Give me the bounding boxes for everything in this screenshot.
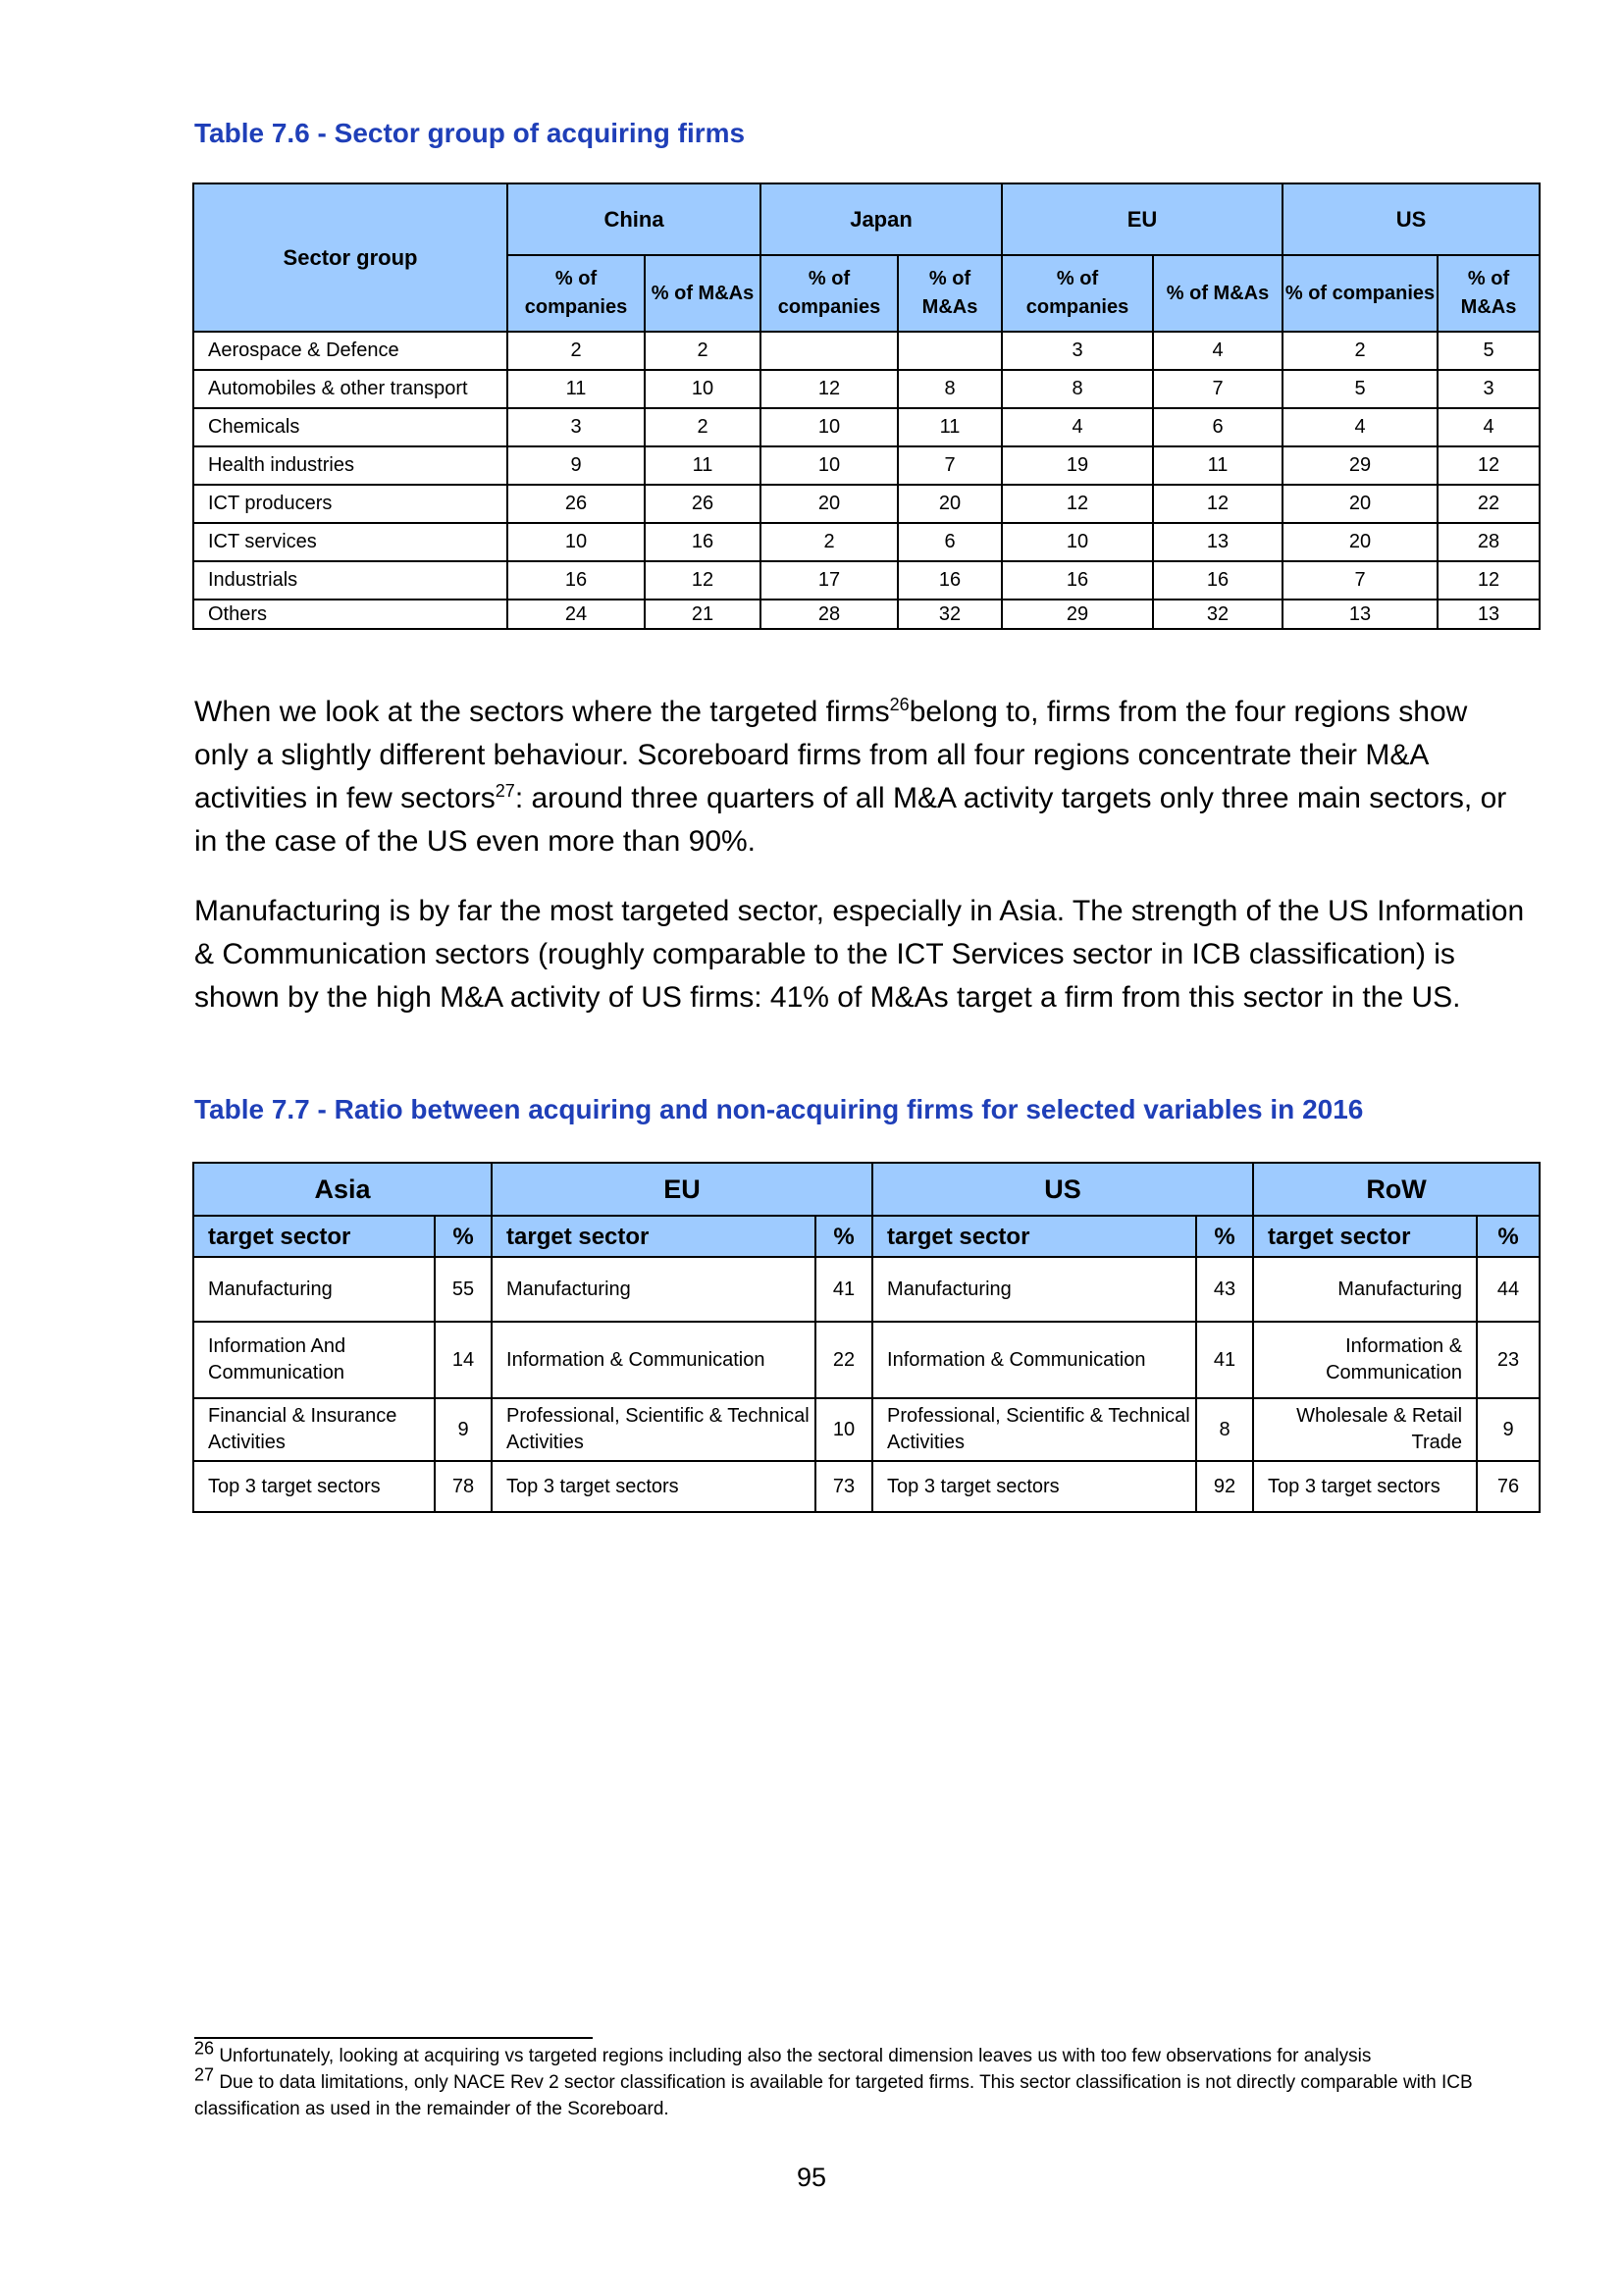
col-header-percent: % — [1196, 1216, 1253, 1257]
percent-cell: 8 — [1196, 1398, 1253, 1461]
table-cell: 7 — [1153, 370, 1283, 408]
page-number: 95 — [796, 2163, 827, 2192]
table-cell: 2 — [760, 523, 898, 561]
table-cell: 16 — [1002, 561, 1153, 600]
target-sector-cell: Information & Communication — [1253, 1322, 1477, 1398]
table-7-7-caption: Table 7.7 - Ratio between acquiring and non-acquiring firms for selected variables in 2016 — [194, 1094, 1364, 1124]
region-header-eu: EU — [1002, 183, 1283, 255]
table-cell: 19 — [1002, 446, 1153, 485]
table-row — [193, 485, 1540, 523]
target-sector-cell: Manufacturing — [872, 1257, 1196, 1322]
percent-cell: 41 — [1196, 1322, 1253, 1398]
sector-label: ICT services — [193, 523, 507, 561]
sector-label: Industrials — [193, 561, 507, 600]
table-cell: 17 — [760, 561, 898, 600]
table-row — [193, 446, 1540, 485]
table-cell: 28 — [760, 600, 898, 629]
table-cell: 4 — [1002, 408, 1153, 446]
table-cell: 20 — [898, 485, 1002, 523]
percent-cell: 22 — [815, 1322, 872, 1398]
table-cell: 8 — [1002, 370, 1153, 408]
sector-label: Aerospace & Defence — [193, 332, 507, 370]
footnote-26 — [194, 2038, 1548, 2069]
sector-label: ICT producers — [193, 485, 507, 523]
table-cell: 10 — [645, 370, 760, 408]
table-cell: 12 — [1002, 485, 1153, 523]
table-cell: 16 — [898, 561, 1002, 600]
paragraph-1-part-b: belong to, firms from the four regions show only a slightly different behaviour. Scoreboard firms from all four regions concentrate their M&A activities in few sectors — [194, 696, 1468, 814]
target-sector-cell: Information & Communication — [492, 1322, 815, 1398]
table-cell: 7 — [898, 446, 1002, 485]
percent-cell: 41 — [815, 1257, 872, 1322]
percent-cell: 78 — [435, 1461, 492, 1512]
region-header-japan: Japan — [760, 183, 1002, 255]
table-row — [193, 408, 1540, 446]
col-header-target-sector: target sector — [193, 1216, 435, 1257]
paragraph-sectors — [194, 691, 1529, 863]
table-cell: 10 — [760, 408, 898, 446]
percent-cell: 44 — [1477, 1257, 1540, 1322]
paragraph-1-part-c: : around three quarters of all M&A activity targets only three main sectors, or in the case of the US even more than 90%. — [194, 782, 1507, 858]
table-cell: 6 — [898, 523, 1002, 561]
sector-label: Chemicals — [193, 408, 507, 446]
table-cell: 32 — [898, 600, 1002, 629]
subheader-us-mas: % of M&As — [1438, 255, 1540, 332]
table-cell: 12 — [1153, 485, 1283, 523]
subheader-japan-mas: % of M&As — [898, 255, 1002, 332]
footnote-26-mark: 26 — [194, 2038, 215, 2059]
table-row — [193, 1322, 1540, 1398]
percent-cell: 14 — [435, 1322, 492, 1398]
col-header-percent: % — [815, 1216, 872, 1257]
table-cell: 11 — [507, 370, 645, 408]
subheader-eu-mas: % of M&As — [1153, 255, 1283, 332]
table-cell: 20 — [760, 485, 898, 523]
table-cell: 12 — [1438, 446, 1540, 485]
target-sector-cell: Manufacturing — [193, 1257, 435, 1322]
subheader-china-companies: % of companies — [507, 255, 645, 332]
sector-group-header: Sector group — [193, 183, 507, 332]
table-cell: 9 — [507, 446, 645, 485]
sector-label: Others — [193, 600, 507, 629]
table-row — [193, 561, 1540, 600]
table-cell: 7 — [1283, 561, 1438, 600]
col-header-target-sector: target sector — [1253, 1216, 1477, 1257]
target-sector-cell: Top 3 target sectors — [872, 1461, 1196, 1512]
table-cell: 10 — [507, 523, 645, 561]
table-cell: 32 — [1153, 600, 1283, 629]
table-cell: 13 — [1283, 600, 1438, 629]
percent-cell: 76 — [1477, 1461, 1540, 1512]
table-cell: 10 — [1002, 523, 1153, 561]
target-sector-cell: Information And Communication — [193, 1322, 435, 1398]
footnote-ref-26: 26 — [889, 695, 910, 714]
table-cell: 11 — [645, 446, 760, 485]
table-cell: 4 — [1438, 408, 1540, 446]
percent-cell: 73 — [815, 1461, 872, 1512]
table-cell: 28 — [1438, 523, 1540, 561]
subheader-us-companies: % of companies — [1283, 255, 1438, 332]
footnote-ref-27: 27 — [495, 781, 515, 801]
col-header-percent: % — [435, 1216, 492, 1257]
footnote-divider — [194, 2037, 593, 2039]
target-sector-table — [192, 1162, 1541, 1513]
table-cell: 20 — [1283, 523, 1438, 561]
table-cell: 5 — [1283, 370, 1438, 408]
target-sector-cell: Top 3 target sectors — [1253, 1461, 1477, 1512]
col-header-target-sector: target sector — [872, 1216, 1196, 1257]
table-cell — [760, 332, 898, 370]
table-cell: 4 — [1283, 408, 1438, 446]
table-cell: 16 — [645, 523, 760, 561]
table-row — [193, 1398, 1540, 1461]
target-sector-cell: Financial & Insurance Activities — [193, 1398, 435, 1461]
region-header-eu: EU — [492, 1163, 872, 1216]
table-cell: 29 — [1283, 446, 1438, 485]
percent-cell: 23 — [1477, 1322, 1540, 1398]
target-sector-cell: Manufacturing — [492, 1257, 815, 1322]
table-cell: 10 — [760, 446, 898, 485]
sector-label: Automobiles & other transport — [193, 370, 507, 408]
region-header-row: RoW — [1253, 1163, 1540, 1216]
table-row — [193, 332, 1540, 370]
table-cell: 16 — [1153, 561, 1283, 600]
percent-cell: 9 — [1477, 1398, 1540, 1461]
col-header-target-sector: target sector — [492, 1216, 815, 1257]
paragraph-1-part-a: When we look at the sectors where the targeted firms — [194, 696, 890, 728]
table-cell: 5 — [1438, 332, 1540, 370]
table-cell: 2 — [1283, 332, 1438, 370]
table-cell: 11 — [1153, 446, 1283, 485]
table-7-6-caption: Table 7.6 - Sector group of acquiring firms — [194, 118, 746, 148]
table-cell: 24 — [507, 600, 645, 629]
table-row — [193, 600, 1540, 629]
table-cell: 12 — [1438, 561, 1540, 600]
table-cell: 3 — [507, 408, 645, 446]
table-cell: 2 — [507, 332, 645, 370]
subheader-eu-companies: % of companies — [1002, 255, 1153, 332]
table-cell: 22 — [1438, 485, 1540, 523]
table-cell: 3 — [1002, 332, 1153, 370]
target-sector-cell: Professional, Scientific & Technical Activities — [872, 1398, 1196, 1461]
table-cell — [898, 332, 1002, 370]
region-header-asia: Asia — [193, 1163, 492, 1216]
percent-cell: 43 — [1196, 1257, 1253, 1322]
table-cell: 11 — [898, 408, 1002, 446]
table-cell: 8 — [898, 370, 1002, 408]
table-row — [193, 1461, 1540, 1512]
target-sector-cell: Information & Communication — [872, 1322, 1196, 1398]
table-cell: 12 — [645, 561, 760, 600]
footnote-27-mark: 27 — [194, 2064, 215, 2085]
subheader-japan-companies: % of companies — [760, 255, 898, 332]
sector-group-table — [192, 183, 1541, 630]
percent-cell: 92 — [1196, 1461, 1253, 1512]
table-cell: 3 — [1438, 370, 1540, 408]
region-header-us: US — [872, 1163, 1253, 1216]
table-row — [193, 370, 1540, 408]
percent-cell: 55 — [435, 1257, 492, 1322]
footnote-27 — [194, 2064, 1548, 2122]
table-row — [193, 523, 1540, 561]
region-header-us: US — [1283, 183, 1540, 255]
paragraph-manufacturing: Manufacturing is by far the most targeted sector, especially in Asia. The strength of the US Information & Communication sectors (roughly comparable to the ICT Services sector in ICB classification) is shown by the high M&A activity of US firms: 41% of M&As target a firm from this sector in the US. — [194, 895, 1525, 1014]
table-cell: 2 — [645, 408, 760, 446]
table-cell: 6 — [1153, 408, 1283, 446]
table-cell: 4 — [1153, 332, 1283, 370]
table-cell: 26 — [645, 485, 760, 523]
target-sector-cell: Professional, Scientific & Technical Activities — [492, 1398, 815, 1461]
region-header-china: China — [507, 183, 760, 255]
table-cell: 20 — [1283, 485, 1438, 523]
footnote-27-text: Due to data limitations, only NACE Rev 2 sector classification is available for targeted firms. This sector classification is not directly comparable with ICB classification as used in the remainder of the Scoreboard. — [194, 2072, 1473, 2119]
sector-group-rows — [193, 332, 1540, 629]
target-sector-cell: Top 3 target sectors — [492, 1461, 815, 1512]
footnote-26-text: Unfortunately, looking at acquiring vs targeted regions including also the sectoral dimension leaves us with too few observations for analysis — [219, 2046, 1372, 2066]
target-sector-cell: Wholesale & Retail Trade — [1253, 1398, 1477, 1461]
percent-cell: 9 — [435, 1398, 492, 1461]
table-cell: 26 — [507, 485, 645, 523]
table-cell: 2 — [645, 332, 760, 370]
table-cell: 13 — [1438, 600, 1540, 629]
table-row — [193, 1257, 1540, 1322]
col-header-percent: % — [1477, 1216, 1540, 1257]
table-cell: 12 — [760, 370, 898, 408]
table-cell: 16 — [507, 561, 645, 600]
sector-label: Health industries — [193, 446, 507, 485]
target-sector-cell: Top 3 target sectors — [193, 1461, 435, 1512]
percent-cell: 10 — [815, 1398, 872, 1461]
table-cell: 13 — [1153, 523, 1283, 561]
subheader-china-mas: % of M&As — [645, 255, 760, 332]
target-sector-rows — [193, 1257, 1540, 1512]
table-cell: 29 — [1002, 600, 1153, 629]
target-sector-cell: Manufacturing — [1253, 1257, 1477, 1322]
table-cell: 21 — [645, 600, 760, 629]
